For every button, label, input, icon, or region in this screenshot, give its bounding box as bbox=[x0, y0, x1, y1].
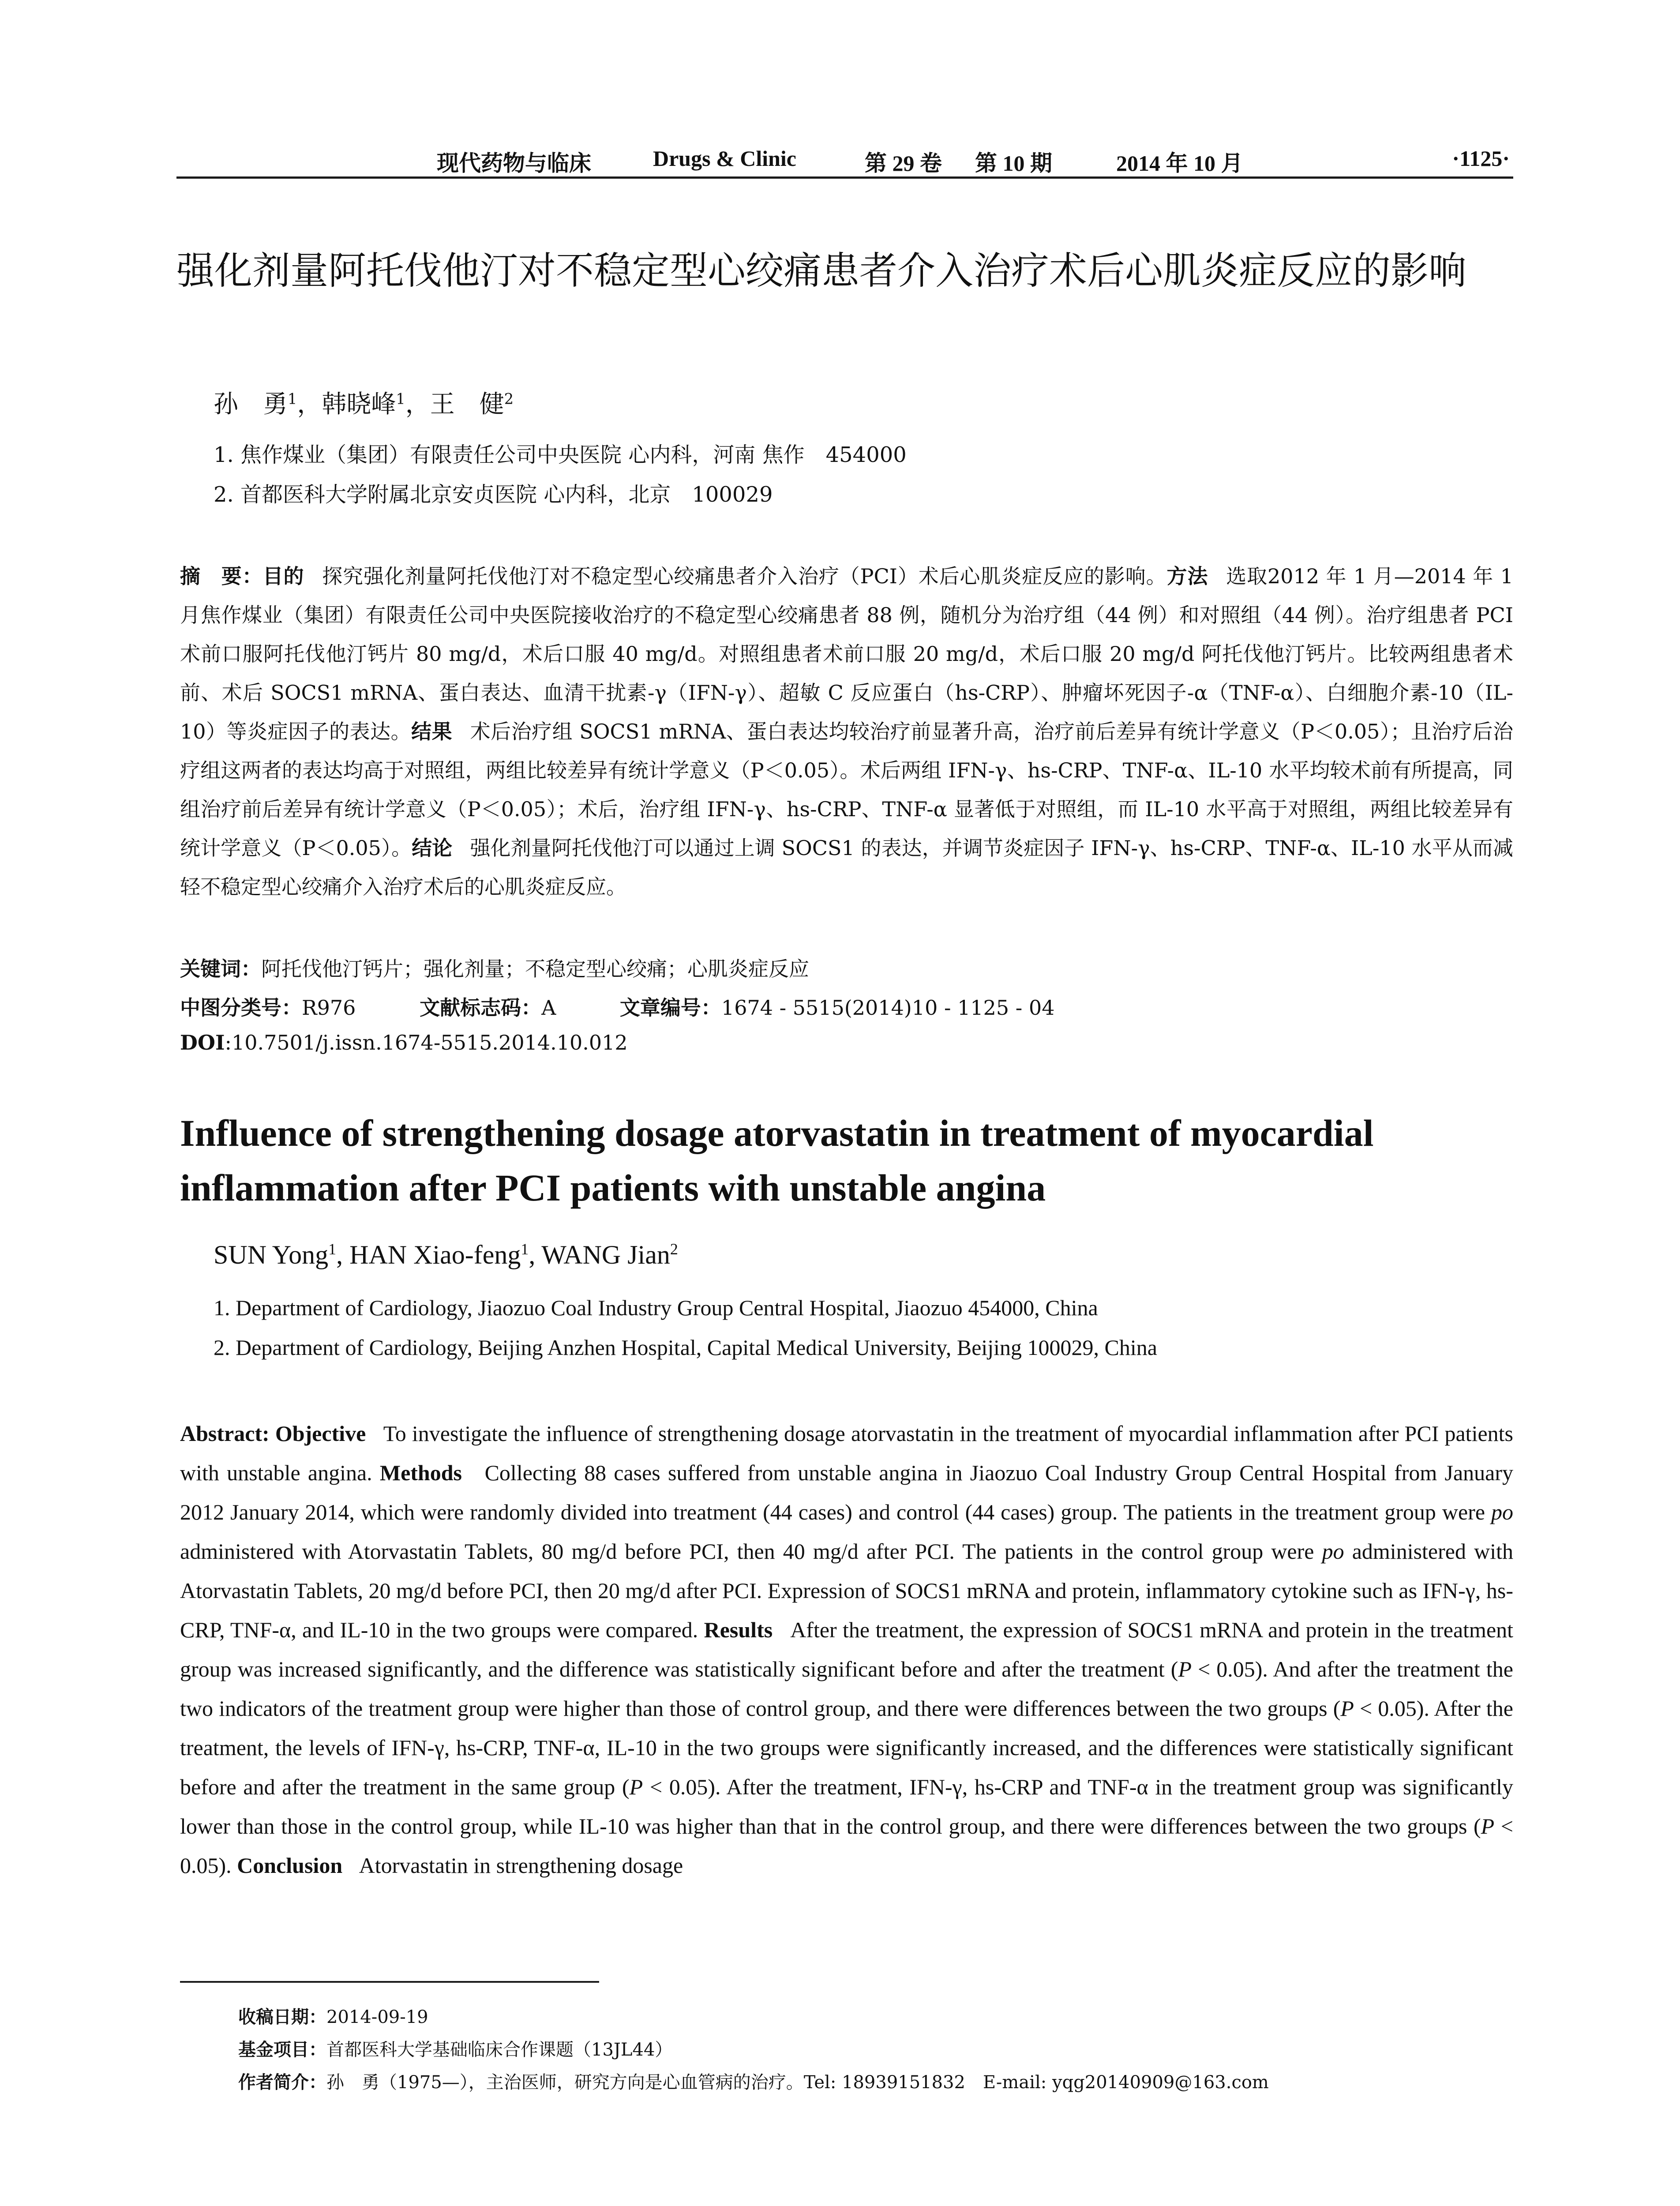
footnote-fund bbox=[238, 2036, 672, 2061]
author-name: 孙 勇 bbox=[214, 390, 288, 419]
author-name: 韩晓峰 bbox=[322, 390, 396, 419]
p-symbol: P bbox=[1481, 1814, 1495, 1838]
article-number: 1674 - 5515(2014)10 - 1125 - 04 bbox=[721, 996, 1055, 1020]
footnote-divider bbox=[180, 1981, 599, 1983]
journal-name-en: Drugs & Clinic bbox=[653, 146, 796, 171]
methods-label: 方法 bbox=[1166, 564, 1208, 588]
author-separator: , bbox=[529, 1240, 542, 1269]
abstract-objective-label: Abstract: Objective bbox=[180, 1421, 366, 1446]
methods-text: 选取2012 年 1 月—2014 年 1 月焦作煤业（集团）有限责任公司中央医院接收治疗的不稳定型心绞痛患者 88 例，随机分为治疗组（44 例）和对照组（44 例）。治疗组患者 PCI 术前口服阿托伐他汀钙片 80 mg/d，术后口服 40 mg/d。对照组患者术前口服 20 mg/d，术后口服 20 mg/d 阿托伐他汀钙片。比较两组患者术前、术后 SOCS1 mRNA、蛋白表达、血清干扰素-γ（IFN-γ）、超敏 C 反应蛋白（hs-CRP）、肿瘤坏死因子-α（TNF-α）、白细胞介素-10（IL-10）等炎症因子的表达。 bbox=[180, 564, 1514, 743]
clc-code: R976 bbox=[302, 996, 356, 1020]
results-text: 术后治疗组 SOCS1 mRNA、蛋白表达均较治疗前显著升高，治疗前后差异有统计学意义（P＜0.05）；且治疗后治疗组这两者的表达均高于对照组，两组比较差异有统计学意义（P＜0.05）。术后两组 IFN-γ、hs-CRP、TNF-α、IL-10 水平均较术前有所提高，同组治疗前后差异有统计学意义（P＜0.05）；术后，治疗组 IFN-γ、hs-CRP、TNF-α 显著低于对照组，而 IL-10 水平高于对照组，两组比较差异有统计学意义（P＜0.05）。 bbox=[180, 720, 1513, 860]
volume: 第 29 卷 bbox=[865, 151, 942, 176]
author-name: 王 健 bbox=[430, 390, 504, 419]
po-abbrev: po bbox=[1491, 1500, 1514, 1524]
journal-name-cn: 现代药物与临床 bbox=[437, 151, 591, 176]
fund-text: 首都医科大学基础临床合作课题（13JL44） bbox=[326, 2040, 673, 2060]
author-affiliation-mark: 1 bbox=[521, 1240, 529, 1258]
author-separator: ， bbox=[405, 390, 430, 419]
author-affiliation-mark: 1 bbox=[396, 390, 405, 408]
abstract-label: 摘 要： bbox=[180, 564, 263, 588]
issue: 第 10 期 bbox=[975, 151, 1052, 176]
title-en: Influence of strengthening dosage atorvastatin in treatment of myocardial inflammation after PCI patients with unstable angina bbox=[180, 1112, 1374, 1209]
article-number-label: 文章编号： bbox=[619, 996, 721, 1020]
conclusion-text: Atorvastatin in strengthening dosage bbox=[359, 1853, 683, 1878]
methods-label: Methods bbox=[379, 1460, 462, 1485]
footnote-author-bio bbox=[238, 2068, 1269, 2093]
running-header bbox=[176, 142, 1513, 179]
objective-text: 探究强化剂量阿托伐他汀对不稳定型心绞痛患者介入治疗（PCI）术后心肌炎症反应的影响。 bbox=[322, 564, 1167, 588]
author-separator: ， bbox=[297, 390, 322, 419]
methods-text: administered with Atorvastatin Tablets, 80 mg/d before PCI, then 40 mg/d after PCI. The patients in the control group were bbox=[180, 1539, 1314, 1564]
po-abbrev: po bbox=[1322, 1539, 1344, 1564]
p-symbol: P bbox=[1178, 1657, 1192, 1681]
objective-label: 目的 bbox=[262, 564, 304, 588]
results-label: 结果 bbox=[411, 720, 453, 743]
author-affiliation-mark: 1 bbox=[328, 1240, 337, 1258]
conclusion-label: Conclusion bbox=[237, 1853, 343, 1878]
keywords-label: 关键词： bbox=[180, 957, 261, 981]
affiliation-cn: 1. 焦作煤业（集团）有限责任公司中央医院 心内科，河南 焦作 454000 bbox=[214, 443, 907, 467]
author-affiliation-mark: 1 bbox=[288, 390, 297, 408]
results-text: < 0.05). bbox=[180, 1814, 1513, 1878]
affiliation-cn: 2. 首都医科大学附属北京安贞医院 心内科，北京 100029 bbox=[214, 482, 773, 507]
doi-value: :10.7501/j.issn.1674-5515.2014.10.012 bbox=[225, 1031, 628, 1054]
author-affiliation-mark: 2 bbox=[670, 1240, 678, 1258]
title-cn: 强化剂量阿托伐他汀对不稳定型心绞痛患者介入治疗术后心肌炎症反应的影响 bbox=[176, 249, 1466, 293]
keywords-cn bbox=[180, 953, 809, 982]
footnote-received bbox=[238, 2003, 428, 2028]
results-text: < 0.05). After the treatment, IFN-γ, hs-CRP and TNF-α in the treatment group was significantly lower than those in the control group, while IL-10 was higher than that in the control group, and there were differences between the two groups ( bbox=[180, 1775, 1514, 1838]
affiliation-en: 2. Department of Cardiology, Beijing Anzhen Hospital, Capital Medical University, Beijing 100029, China bbox=[214, 1335, 1157, 1360]
author-name: HAN Xiao-feng bbox=[349, 1240, 521, 1269]
results-label: Results bbox=[704, 1617, 773, 1642]
author-affiliation-mark: 2 bbox=[504, 390, 514, 408]
keywords-text: 阿托伐他汀钙片；强化剂量；不稳定型心绞痛；心肌炎症反应 bbox=[261, 957, 809, 981]
authors-en bbox=[214, 1240, 678, 1270]
abstract-en bbox=[180, 1414, 1513, 1885]
results-text: < 0.05). And after the treatment the two indicators of the treatment group were higher than those of control group, and there were differences between the two groups ( bbox=[180, 1657, 1513, 1721]
doc-code-label: 文献标志码： bbox=[420, 996, 542, 1020]
results-text: < 0.05). After the treatment, the levels of IFN-γ, hs-CRP, TNF-α, IL-10 in the two groups were significantly increased, and the differences were statistically significant before and after the treatment in the same group ( bbox=[180, 1696, 1513, 1799]
results-text: After the treatment, the expression of SOCS1 mRNA and protein in the treatment group was increased significantly, and the difference was statistically significant before and after the treatment ( bbox=[180, 1617, 1514, 1681]
p-symbol: P bbox=[1340, 1696, 1354, 1721]
objective-text: To investigate the influence of strengthening dosage atorvastatin in the treatment of myocardial inflammation after PCI patients with unstable angina. bbox=[180, 1421, 1513, 1485]
abstract-cn bbox=[180, 557, 1513, 906]
issue-date: 2014 年 10 月 bbox=[1116, 151, 1243, 176]
doi-label: DOI bbox=[180, 1031, 225, 1054]
doi-line bbox=[180, 1031, 628, 1054]
p-symbol: P bbox=[629, 1775, 643, 1799]
conclusion-text: 强化剂量阿托伐他汀可以通过上调 SOCS1 的表达，并调节炎症因子 IFN-γ、hs-CRP、TNF-α、IL-10 水平从而减轻不稳定型心绞痛介入治疗术后的心肌炎症反应。 bbox=[180, 836, 1514, 899]
page-number: ·1125· bbox=[1452, 146, 1510, 171]
conclusion-label: 结论 bbox=[412, 836, 453, 860]
bio-label: 作者简介： bbox=[238, 2072, 326, 2093]
affiliation-en: 1. Department of Cardiology, Jiaozuo Coal Industry Group Central Hospital, Jiaozuo 454000, China bbox=[214, 1295, 1098, 1320]
clc-label: 中图分类号： bbox=[180, 996, 302, 1020]
author-name: SUN Yong bbox=[214, 1240, 329, 1269]
authors-cn bbox=[214, 385, 514, 420]
author-separator: , bbox=[336, 1240, 350, 1269]
received-label: 收稿日期： bbox=[238, 2007, 326, 2027]
fund-label: 基金项目： bbox=[238, 2040, 326, 2060]
received-date: 2014-09-19 bbox=[326, 2007, 428, 2027]
classification-line bbox=[180, 992, 1055, 1021]
bio-text: 孙 勇（1975—），主治医师，研究方向是心血管病的治疗。Tel: 18939151832 E-mail: yqg20140909@163.com bbox=[326, 2072, 1269, 2093]
author-name: WANG Jian bbox=[541, 1240, 670, 1269]
doc-code: A bbox=[541, 996, 556, 1020]
methods-text: administered with Atorvastatin Tablets, 20 mg/d before PCI, then 20 mg/d after PCI. Expression of SOCS1 mRNA and protein, inflammatory cytokine such as IFN-γ, hs-CRP, TNF-α, and IL-10 in the two groups were compared. bbox=[180, 1539, 1513, 1642]
methods-text: Collecting 88 cases suffered from unstable angina in Jiaozuo Coal Industry Group Central Hospital from January 2012 January 2014, which were randomly divided into treatment (44 cases) and control (44 cases) group. The patients in the treatment group were bbox=[180, 1460, 1514, 1524]
